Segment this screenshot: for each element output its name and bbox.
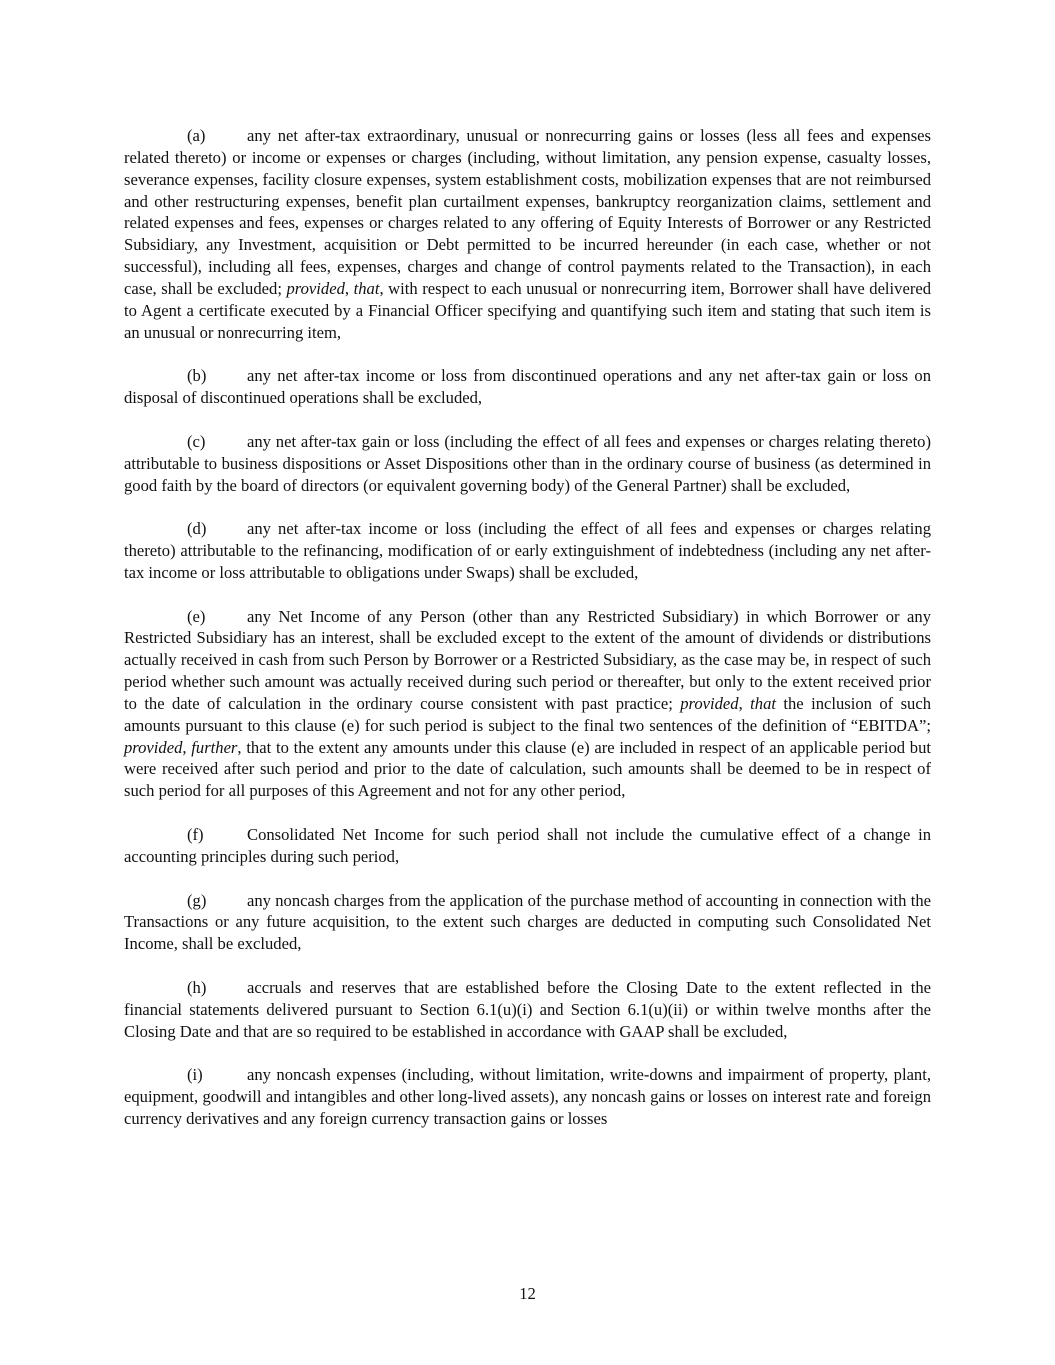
clause-label: (f) bbox=[187, 825, 204, 844]
clause-text: any net after-tax gain or loss (including the effect of all fees and expenses or charges relating thereto) attributable to business dispositions or Asset Dispositions other than in the ordinary course of business (as determined in good faith by the board of directors (or equivalent governing body) of the General Partner) shall be excluded, bbox=[124, 431, 931, 495]
clause-text: accruals and reserves that are established before the Closing Date to the extent reflected in the financial statements delivered pursuant to Section 6.1(u)(i) and Section 6.1(u)(ii) or within twelve months after the Closing Date and that are so required to be established in accordance with GAAP shall be excluded, bbox=[124, 977, 931, 1041]
clause-text: any noncash expenses (including, without limitation, write-downs and impairment of property, plant, equipment, goodwill and intangibles and other long-lived assets), any noncash gains or losses on interest rate and foreign currency derivatives and any foreign currency transaction gains or losses bbox=[124, 1065, 931, 1128]
clause-text: any net after-tax income or loss from discontinued operations and any net after-tax gain or loss on disposal of discontinued operations shall be excluded, bbox=[124, 366, 931, 408]
clause-text: , bbox=[738, 693, 751, 713]
clause-text: , bbox=[344, 278, 354, 298]
clause-label: (g) bbox=[187, 890, 207, 910]
italic-term: provided bbox=[680, 693, 739, 713]
clause-d bbox=[124, 518, 931, 584]
italic-term: provided bbox=[124, 737, 183, 757]
page-number: 12 bbox=[519, 1284, 536, 1303]
italic-term: provided bbox=[286, 278, 345, 298]
clause-text: Consolidated Net Income for such period shall not include the cumulative effect of a change in accounting principles during such period, bbox=[124, 825, 931, 866]
clause-i bbox=[124, 1064, 931, 1130]
clause-text: any Net Income of any Person (other than any Restricted Subsidiary) in which Borrower or any Restricted Subsidiary has an interest, shall be excluded except to the extent of the amount of dividends or distributions actually received in cash from such Person by Borrower or a Restricted Subsidiary, as the case may be, in respect of such period whether such amount was actually received during such period or thereafter, but only to the extent received prior to the date of calculation in the ordinary course consistent with past practice; bbox=[124, 606, 931, 713]
clause-c bbox=[124, 431, 931, 497]
clause-label: (c) bbox=[187, 431, 206, 451]
clause-text: any net after-tax extraordinary, unusual or nonrecurring gains or losses (less all fees and expenses related thereto) or income or expenses or charges (including, without limitation, any pension expense, casualty losses, severance expenses, facility closure expenses, system establishment costs, mobilization expenses that are not reimbursed and other restructuring expenses, benefit plan curtailment expenses, bankruptcy reorganization claims, settlement and related expenses and fees, expenses or charges related to any offering of Equity Interests of Borrower or any Restricted Subsidiary, any Investment, acquisition or Debt permitted to be incurred hereunder (in each case, whether or not successful), including all fees, expenses, charges and change of control payments related to the Transaction), in each case, shall be excluded; bbox=[124, 126, 931, 298]
clause-text: any net after-tax income or loss (including the effect of all fees and expenses or charges relating thereto) attributable to the refinancing, modification of or early extinguishment of indebtedness (including any net after-tax income or loss attributable to obligations under Swaps) shall be excluded, bbox=[124, 519, 931, 582]
italic-term: that bbox=[750, 693, 776, 713]
clause-text: , bbox=[182, 737, 192, 757]
clause-e bbox=[124, 606, 931, 803]
clause-a bbox=[124, 125, 931, 343]
clause-text: , with respect to each unusual or nonrecurring item, Borrower shall have delivered to Agent a certificate executed by a Financial Officer specifying and quantifying such item and stating that such item is an unusual or nonrecurring item, bbox=[124, 278, 932, 342]
clause-h bbox=[124, 977, 931, 1043]
clause-label: (a) bbox=[187, 126, 206, 145]
clause-label: (h) bbox=[187, 977, 207, 997]
clause-text: , that to the extent any amounts under this clause (e) are included in respect of an applicable period but were received after such period and prior to the date of calculation, such amounts shall be deemed to be in respect of such period for all purposes of this Agreement and not for any other period, bbox=[124, 737, 932, 801]
clause-label: (b) bbox=[187, 366, 207, 386]
clause-text: any noncash charges from the application of the purchase method of accounting in connection with the Transactions or any future acquisition, to the extent such charges are deducted in computing such Consolidated Net Income, shall be excluded, bbox=[124, 890, 931, 954]
italic-term: further bbox=[191, 737, 238, 757]
clause-text: the inclusion of such amounts pursuant to this clause (e) for such period is subject to the final two sentences of the definition of “EBITDA”; bbox=[124, 693, 931, 735]
clause-label: (i) bbox=[187, 1065, 203, 1085]
clause-label: (e) bbox=[187, 606, 206, 626]
document-page bbox=[124, 125, 931, 1152]
italic-term: that bbox=[353, 278, 380, 298]
clause-g bbox=[124, 890, 931, 956]
clause-label: (d) bbox=[187, 519, 207, 539]
clause-f bbox=[124, 824, 931, 868]
clause-b bbox=[124, 365, 931, 409]
